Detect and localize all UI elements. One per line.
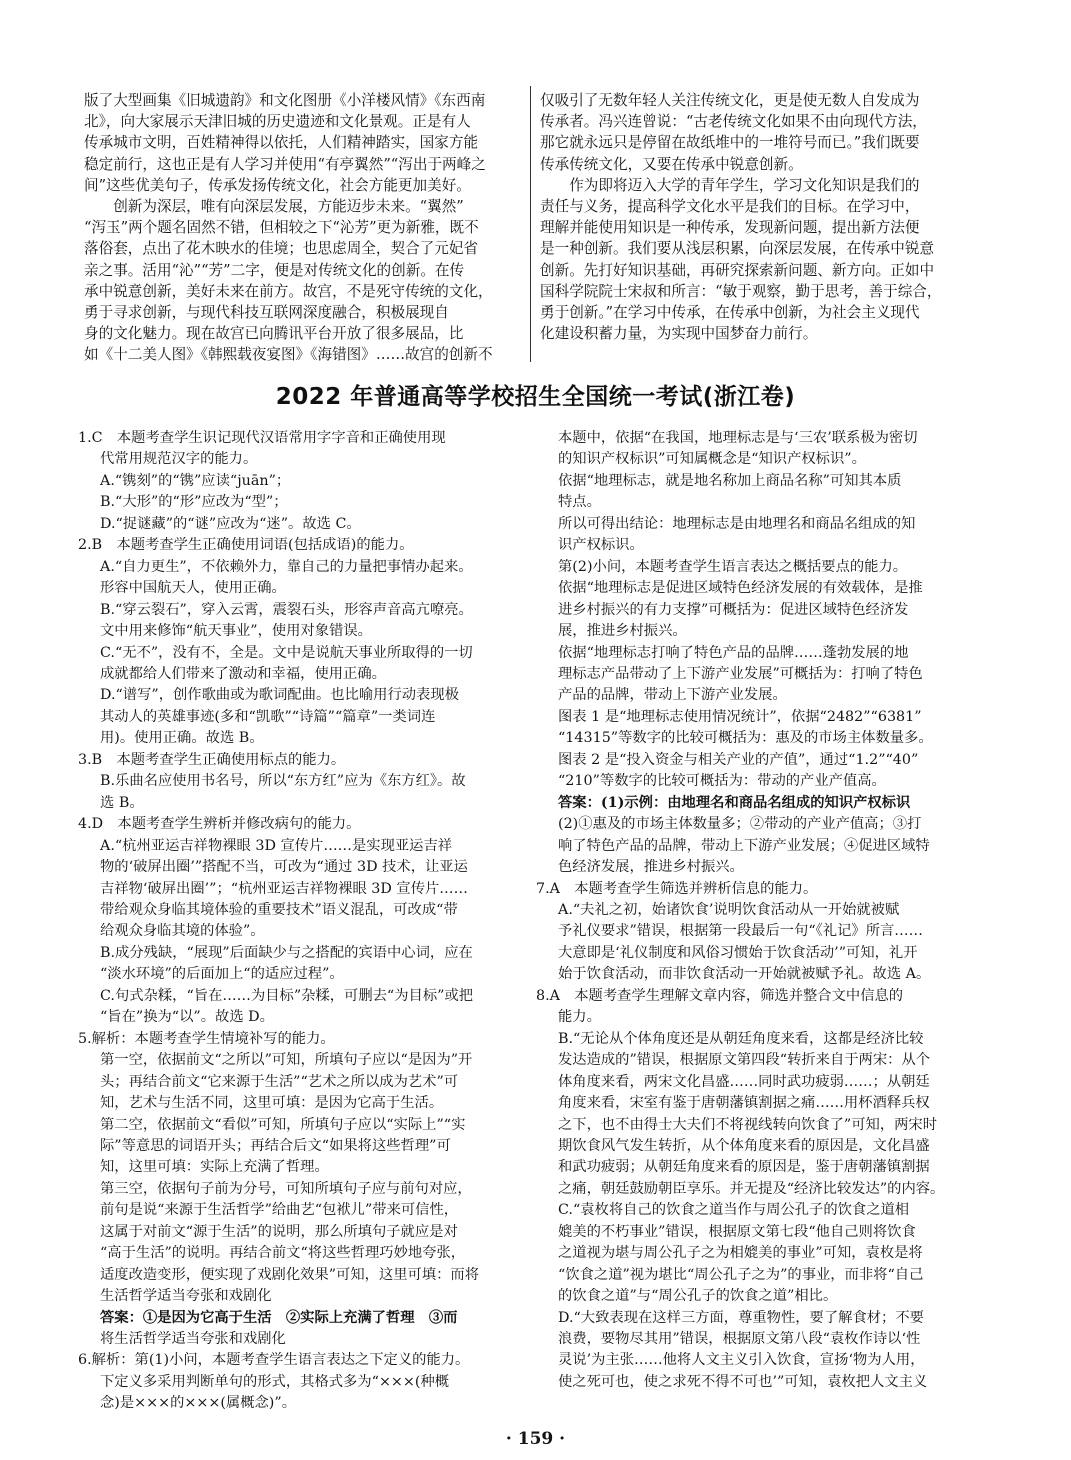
text-line: 之痛，朝廷鼓励朝臣享乐。并无提及“经济比较发达”的内容。 [558,1180,945,1197]
text-line: 响了特色产品的品牌，带动上下游产业发展；④促进区域特 [558,837,930,854]
text-line: 产品的品牌，带动上下游产业发展。 [558,687,787,704]
text-line: D.“捉谜藏”的“谜”应改为“迷”。故选 C。 [100,515,361,532]
text-line: 角度来看，宋室有鉴于唐朝藩镇割据之痛……用杯酒释兵权 [558,1095,930,1112]
text-line: 2.B 本题考查学生正确使用词语(包括成语)的能力。 [78,537,414,554]
text-line: 进乡村振兴的有力支撑”可概括为：促进区域特色经济发 [558,601,909,618]
text-line: 责任与义务，提高科学文化水平是我们的目标。在学习中， [540,198,920,216]
page-number: · 159 · [505,1429,566,1449]
essay-right-column [540,90,980,344]
text-line: 仅吸引了无数年轻人关注传统文化，更是使无数人自发成为 [540,92,920,109]
text-line: 化建设积蓄力量，为实现中国梦奋力前行。 [540,325,818,343]
text-line: “210”等数字的比较可概括为：带动的产业产值高。 [558,773,886,790]
text-line: 依据“地理标志打响了特色产品的品牌……蓬勃发展的地 [558,644,909,661]
text-line: 北》，向大家展示天津旧城的历史遗迹和文化景观。正是有人 [84,113,471,131]
text-line: 吉祥物‘破屏出圈’”；“杭州亚运吉祥物裸眼 3D 宣传片…… [100,880,468,897]
text-line: 识产权标识。 [558,537,644,554]
text-line: 体角度来看，两宋文化昌盛……同时武功疲弱……；从朝廷 [558,1073,930,1090]
text-line: D.“谱写”，创作歌曲或为歌词配曲。也比喻用行动表现极 [100,687,459,704]
text-line: 那它就永远只是停留在故纸堆中的一堆符号而已。”我们既要 [540,134,920,152]
text-line: 成就都给人们带来了激动和幸福，使用正确。 [100,665,386,682]
text-line: A.“杭州亚运吉祥物裸眼 3D 宣传片……是实现亚运吉祥 [100,837,453,854]
text-line: 国科学院院士宋叔和所言：“敏于观察，勤于思考，善于综合， [540,282,942,300]
text-line: “高于生活”的说明。再结合前文“将这些哲理巧妙地夸张， [100,1245,466,1262]
text-line: 的知识产权标识”可知属概念是“知识产权标识”。 [558,451,866,468]
text-line: 给观众身临其境的体验”。 [100,923,265,940]
text-line: B.“大形”的“形”应改为“型”； [100,494,288,511]
text-line: 际”等意思的词语开头；再结合后文“如果将这些哲理”可 [100,1137,451,1154]
text-line: 身的文化魅力。现在故宫已向腾讯平台开放了很多展品，比 [84,325,464,343]
text-line: 依据“地理标志是促进区域特色经济发展的有效载体，是推 [558,580,923,597]
text-line: 予礼仪要求”错误，根据第一段最后一句“《礼记》所言…… [558,923,923,940]
text-line: 6.解析：第(1)小问，本题考查学生语言表达之下定义的能力。 [78,1352,470,1369]
text-line: “饮食之道”视为堪比“周公孔子之为”的事业，而非将“自己 [558,1266,924,1283]
text-line: 创新为深层，唯有向深层发展，方能迈步未来。“翼然” [113,198,464,216]
text-line: 勇于创新。”在学习中传承，在传承中创新，为社会主义现代 [540,304,920,322]
text-line: 适度改造变形，便实现了戏剧化效果”可知，这里可填：而将 [100,1266,480,1283]
text-line: 将生活哲学适当夸张和戏剧化 [100,1331,286,1348]
text-line: 能力。 [558,1009,601,1026]
text-line: 本题中，依据“在我国，地理标志是与‘三农’联系极为密切 [558,430,918,446]
text-line: A.“自力更生”，不依赖外力，靠自己的力量把事情办起来。 [100,558,473,575]
text-line: 浪费，要物尽其用”错误，根据原文第八段“袁枚作诗以‘性 [558,1331,921,1348]
text-line: 是一种创新。我们要从浅层积累，向深层发展，在传承中锐意 [540,240,935,258]
text-line: 使之死可也，使之求死不得不可也’”可知，袁枚把人文主义 [558,1373,928,1390]
text-line: 形容中国航天人，使用正确。 [100,580,286,597]
text-line: 所以可得出结论：地理标志是由地理名和商品名组成的知 [558,515,916,532]
text-line: D.“大致表现在这样三方面，尊重物性，要了解食材；不要 [558,1309,924,1326]
text-line: 展，推进乡村振兴。 [558,623,687,640]
text-line: 第一空，依据前文“之所以”可知，所填句子应以“是因为”开 [100,1052,473,1069]
essay-left-column [84,90,514,366]
text-line: 理解并能使用知识是一种传承，发现新问题，提出新方法便 [540,219,920,237]
text-line: 第二空，依据前文“看似”可知，所填句子应以“实际上”“实 [100,1116,466,1133]
text-line: 间”这些优美句子，传承发扬传统文化，社会方能更加美好。 [84,176,471,194]
text-line: 版了大型画集《旧城遗韵》和文化图册《小洋楼风情》《东西南 [84,92,486,109]
text-line: “泻玉”两个题名固然不错，但相较之下“沁芳”更为新雅，既不 [84,219,479,237]
text-line: 代常用规范汉字的能力。 [100,451,258,468]
text-line: 如《十二美人图》《韩熙载夜宴图》《海错图》……故宫的创新不 [84,346,493,364]
text-line: 作为即将迈入大学的青年学生，学习文化知识是我们的 [569,176,920,194]
text-line: B.“穿云裂石”，穿入云霄，震裂石头，形容声音高亢嘹亮。 [100,601,473,618]
text-line: (2)①惠及的市场主体数量多；②带动的产业产值高；③打 [558,816,922,833]
text-line: A.“镌刻”的“镌”应读“juān”； [100,472,291,489]
text-line: 之下，也不由得士大夫们不将视线转向饮食了”可知，两宋时 [558,1116,938,1133]
text-line: 5.解析：本题考查学生情境补写的能力。 [78,1030,335,1047]
text-line: 第三空，依据句子前为分号，可知所填句子应与前句对应， [100,1180,472,1197]
text-line: 的饮食之道”与“周公孔子的饮食之道”相比。 [558,1288,838,1305]
text-line: 传承城市文明，百姓精神得以依托，人们精神踏实，国家方能 [84,134,479,152]
text-line: 下定义多采用判断单句的形式，其格式多为“×××(种概 [100,1373,450,1390]
text-line: 知，这里可填：实际上充满了哲理。 [100,1159,329,1176]
text-line: 答案：(1)示例：由地理名和商品名组成的知识产权标识 [558,794,911,811]
text-line: 第(2)小问，本题考查学生语言表达之概括要点的能力。 [558,558,908,575]
text-line: 8.A 本题考查学生理解文章内容，筛选并整合文中信息的 [536,987,904,1004]
text-line: 和武功疲弱；从朝廷角度来看的原因是，鉴于唐朝藩镇割据 [558,1159,930,1176]
text-line: 物的‘破屏出圈’”搭配不当，可改为“通过 3D 技术，让亚运 [100,859,468,876]
text-line: 灵说’为主张……他将人文主义引入饮食，宣扬‘物为人用， [558,1352,925,1369]
text-line: 念)是×××的×××(属概念)”。 [100,1395,296,1412]
text-line: 这属于对前文“源于生活”的说明，那么所填句子就应是对 [100,1223,458,1240]
text-line: 其动人的英雄事迹(多和“凯歌”“诗篇”“篇章”一类词连 [100,708,436,725]
text-line: 媲美的不朽事业”错误，根据原文第七段“他自己则将饮食 [558,1223,916,1240]
text-line: 理标志产品带动了上下游产业发展”可概括为：打响了特色 [558,665,923,682]
text-line: 图表 2 是“投入资金与相关产业的产值”，通过“1.2”“40” [558,751,919,768]
text-line: 带给观众身临其境体验的重要技术”语义混乱，可改成“带 [100,901,458,918]
text-line: 选 B。 [100,794,144,811]
text-line: 创新。先打好知识基础，再研究探索新问题、新方向。正如中 [540,261,935,279]
text-line: 亲之事。活用“沁”“芳”二字，便是对传统文化的创新。在传 [84,261,465,279]
text-line: 期饮食风气发生转折，从个体角度来看的原因是，文化昌盛 [558,1137,930,1154]
text-line: 用)。使用正确。故选 B。 [100,730,264,747]
text-line: C.“无不”，没有不，全是。文中是说航天事业所取得的一切 [100,644,473,661]
text-line: B.成分残缺，“展现”后面缺少与之搭配的宾语中心词，应在 [100,944,473,961]
text-line: “淡水环境”的后面加上“的适应过程”。 [100,966,344,983]
text-line: 承中锐意创新，美好未来在前方。故宫，不是死守传统的文化， [84,282,493,300]
text-line: 1.C 本题考查学生识记现代汉语常用字字音和正确使用现 [78,430,446,446]
column-divider [530,86,531,362]
text-line: 落俗套，点出了花木映水的佳境；也思虑周全，契合了元妃省 [84,240,479,258]
text-line: 勇于寻求创新，与现代科技互联网深度融合，积极展现自 [84,304,449,322]
watermark-logo [550,561,819,719]
text-line: 答案：①是因为它高于生活 ②实际上充满了哲理 ③而 [100,1309,458,1326]
text-line: 大意即是‘礼仪制度和风俗习惯始于饮食活动’”可知，礼开 [558,944,918,961]
text-line: 4.D 本题考查学生辨析并修改病句的能力。 [78,816,361,833]
text-line: 头；再结合前文“它来源于生活”“艺术之所以成为艺术”可 [100,1073,459,1090]
text-line: C.句式杂糅，“旨在……为目标”杂糅，可删去“为目标”或把 [100,987,474,1004]
exam-heading: 2022 年普通高等学校招生全国统一考试(浙江卷) [275,384,796,410]
text-line: 特点。 [558,494,601,511]
text-line: 7.A 本题考查学生筛选并辨析信息的能力。 [536,880,818,897]
text-line: 传承者。冯兴连曾说：“古老传统文化如果不由向现代方法， [540,113,927,131]
text-line: 生活哲学适当夸张和戏剧化 [100,1288,272,1305]
text-line: “14315”等数字的比较可概括为：惠及的市场主体数量多。 [558,730,933,747]
text-line: 色经济发展，推进乡村振兴。 [558,859,744,876]
text-line: C.“袁枚将自己的饮食之道当作与周公孔子的饮食之道相 [558,1202,910,1219]
text-line: B.“无论从个体角度还是从朝廷角度来看，这都是经济比较 [558,1030,924,1047]
text-line: 始于饮食活动，而非饮食活动一开始就被赋予礼。故选 A。 [558,966,931,983]
text-line: 之道视为堪与周公孔子之为相媲美的事业”可知，袁枚是将 [558,1245,923,1262]
text-line: 文中用来修饰“航天事业”，使用对象错误。 [100,623,372,640]
text-line: 稳定前行，这也正是有人学习并使用“有亭翼然”“泻出于两峰之 [84,155,486,173]
text-line: 知，艺术与生活不同，这里可填：是因为它高于生活。 [100,1095,444,1112]
text-line: 传承传统文化，又要在传承中锐意创新。 [540,155,803,173]
text-line: 发达造成的”错误，根据原文第四段“转折来自于两宋：从个 [558,1052,931,1069]
text-line: “旨在”换为“以”。故选 D。 [100,1009,274,1026]
text-line: B.乐曲名应使用书名号，所以“东方红”应为《东方红》。故 [100,773,466,790]
text-line: 前句是说“来源于生活哲学”给曲艺“包袱儿”带来可信性， [100,1202,459,1219]
text-line: 依据“地理标志，就是地名称加上商品名称”可知其本质 [558,472,902,489]
text-line: 图表 1 是“地理标志使用情况统计”，依据“2482”“6381” [558,708,922,725]
answers-left-column [78,428,528,1415]
text-line: 3.B 本题考查学生正确使用标点的能力。 [78,751,346,768]
text-line: A.“夫礼之初，始诸饮食’说明饮食活动从一开始就被赋 [558,901,900,918]
